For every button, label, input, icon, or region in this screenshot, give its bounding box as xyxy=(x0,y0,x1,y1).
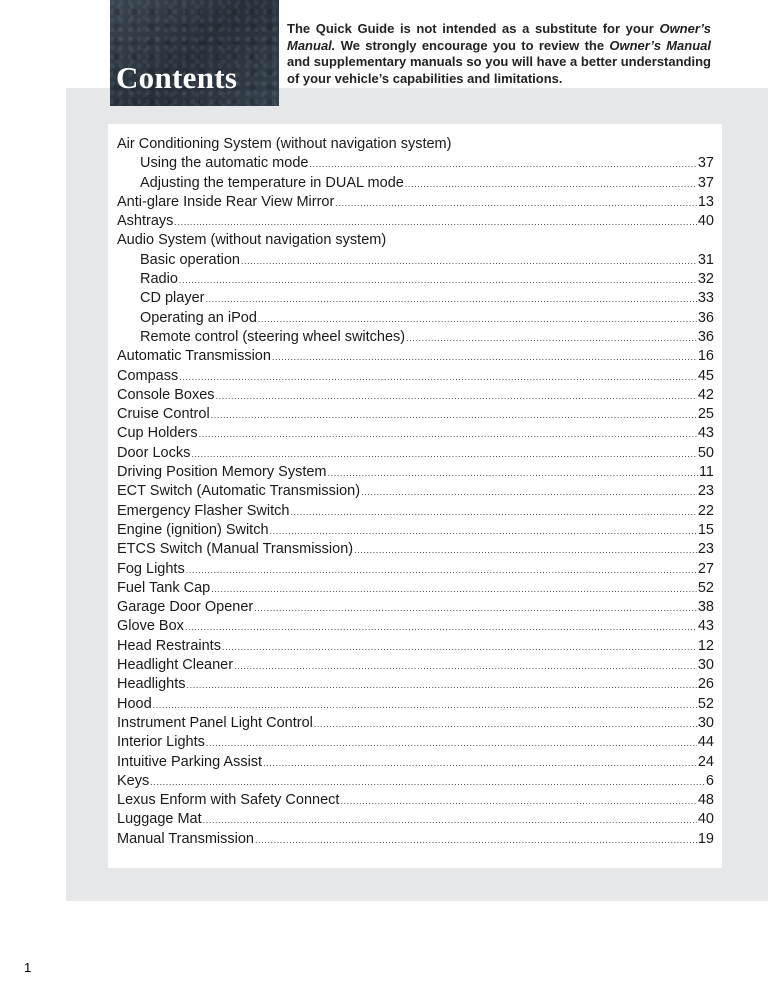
toc-entry xyxy=(117,637,714,656)
toc-entry xyxy=(117,753,714,772)
toc-entry-label: Fuel Tank Cap xyxy=(117,579,211,596)
toc-entry-label: Console Boxes xyxy=(117,386,215,403)
dot-leader xyxy=(179,368,697,387)
dot-leader xyxy=(309,155,696,174)
toc-subentry xyxy=(117,289,714,308)
toc-entry-label: Keys xyxy=(117,772,150,789)
dot-leader xyxy=(211,580,697,599)
toc-entry-label: Using the automatic mode xyxy=(140,155,309,172)
toc-page-number: 23 xyxy=(697,541,714,558)
toc-entry-label: Automatic Transmission xyxy=(117,348,271,365)
toc-page-number: 6 xyxy=(705,772,714,789)
toc-entry xyxy=(117,347,714,366)
toc-entry xyxy=(117,656,714,675)
dot-leader xyxy=(405,175,697,194)
toc-entry-label: Radio xyxy=(140,271,178,288)
dot-leader xyxy=(211,406,697,425)
toc-page-number: 11 xyxy=(698,464,714,481)
dot-leader xyxy=(328,464,698,483)
toc-entry-label: CD player xyxy=(140,290,205,307)
toc-entry-label: Compass xyxy=(117,367,179,384)
dot-leader xyxy=(270,522,697,541)
toc-entry-label: Door Locks xyxy=(117,444,191,461)
toc-entry xyxy=(117,135,714,154)
dot-leader xyxy=(191,445,697,464)
toc-entry xyxy=(117,598,714,617)
intro-text-3: and supplementary manuals so you will have a better understanding of your vehicle’s capabilities and limitations. xyxy=(287,54,711,86)
dot-leader xyxy=(199,425,697,444)
dot-leader xyxy=(153,696,697,715)
toc-page-number: 50 xyxy=(697,444,714,461)
toc-page-number: 36 xyxy=(697,328,714,345)
toc-entry-label: Driving Position Memory System xyxy=(117,464,327,481)
toc-page-number: 40 xyxy=(697,213,714,230)
dot-leader xyxy=(335,194,697,213)
toc-page-number: 37 xyxy=(697,155,714,172)
intro-text-2: We strongly encourage you to review the xyxy=(335,37,610,53)
toc-entry-label: Glove Box xyxy=(117,618,184,635)
toc-entry xyxy=(117,733,714,752)
toc-entry-label: Hood xyxy=(117,695,152,712)
toc-entry xyxy=(117,772,714,791)
page-title: Contents xyxy=(116,60,238,95)
toc-page-number: 30 xyxy=(697,714,714,731)
toc-entry-label: Headlights xyxy=(117,676,186,693)
toc-subentry xyxy=(117,309,714,328)
toc-entry-label: Head Restraints xyxy=(117,637,221,654)
toc-page-number: 42 xyxy=(697,386,714,403)
toc-entry xyxy=(117,521,714,540)
owners-manual-ref-2: Owner’s Manual xyxy=(609,37,712,53)
toc-page-number: 48 xyxy=(697,792,714,809)
toc-page-number: 26 xyxy=(697,676,714,693)
dot-leader xyxy=(361,483,697,502)
toc-entry xyxy=(117,212,714,231)
dot-leader xyxy=(241,252,697,271)
toc-entry-label: Operating an iPod xyxy=(140,309,257,326)
dot-leader xyxy=(187,676,697,695)
owners-manual-ref-1: Owner’s Manual. xyxy=(287,21,711,53)
intro-paragraph xyxy=(287,21,711,87)
toc-entry xyxy=(117,810,714,829)
dot-leader xyxy=(263,754,697,773)
toc-entry-label: Audio System (without navigation system) xyxy=(117,232,387,249)
dot-leader xyxy=(185,618,697,637)
toc-subentry xyxy=(117,174,714,193)
toc-entry xyxy=(117,367,714,386)
dot-leader xyxy=(205,290,696,309)
toc-entry xyxy=(117,463,714,482)
toc-entry xyxy=(117,560,714,579)
toc-entry-label: ETCS Switch (Manual Transmission) xyxy=(117,541,354,558)
dot-leader xyxy=(290,503,696,522)
dot-leader xyxy=(234,657,697,676)
toc-entry-label: Garage Door Opener xyxy=(117,599,254,616)
toc-page-number: 22 xyxy=(697,502,714,519)
toc-entry-label: Headlight Cleaner xyxy=(117,657,234,674)
toc-page-number: 13 xyxy=(697,193,714,210)
dot-leader xyxy=(206,734,697,753)
toc-page-number: 12 xyxy=(697,637,714,654)
toc-entry-label: Remote control (steering wheel switches) xyxy=(140,328,406,345)
toc-entry xyxy=(117,791,714,810)
toc-page-number: 30 xyxy=(697,657,714,674)
toc-entry xyxy=(117,695,714,714)
toc-page-number: 38 xyxy=(697,599,714,616)
dot-leader xyxy=(216,387,697,406)
toc-page-number: 37 xyxy=(697,174,714,191)
page-number: 1 xyxy=(24,960,32,975)
toc-entry-label: Luggage Mat xyxy=(117,811,202,828)
toc-entry-label: Adjusting the temperature in DUAL mode xyxy=(140,174,404,191)
toc-entry xyxy=(117,579,714,598)
toc-entry-label: Cruise Control xyxy=(117,406,210,423)
toc-entry xyxy=(117,386,714,405)
toc-page-number: 31 xyxy=(697,251,714,268)
toc-subentry xyxy=(117,154,714,173)
toc-entry-label: Lexus Enform with Safety Connect xyxy=(117,792,340,809)
intro-text-1: The Quick Guide is not intended as a substitute for your xyxy=(287,21,660,36)
toc-entry xyxy=(117,231,714,250)
toc-entry-label: Air Conditioning System (without navigation system) xyxy=(117,136,452,152)
toc-entry xyxy=(117,714,714,733)
toc-page-number: 52 xyxy=(697,579,714,596)
toc-entry xyxy=(117,830,714,849)
toc-entry-label: Interior Lights xyxy=(117,734,205,751)
toc-entry-label: Intuitive Parking Assist xyxy=(117,753,263,770)
toc-entry-label: Engine (ignition) Switch xyxy=(117,521,269,538)
toc-entry xyxy=(117,405,714,424)
dot-leader xyxy=(406,329,697,348)
toc-entry xyxy=(117,482,714,501)
toc-page-number: 45 xyxy=(697,367,714,384)
toc-subentry xyxy=(117,270,714,289)
toc-entry xyxy=(117,502,714,521)
dot-leader xyxy=(186,561,697,580)
toc-entry xyxy=(117,617,714,636)
toc-page-number: 25 xyxy=(697,406,714,423)
toc-page-number: 19 xyxy=(697,830,714,847)
toc-entry-label: Anti-glare Inside Rear View Mirror xyxy=(117,193,335,210)
dot-leader xyxy=(150,773,705,792)
toc-page-number: 16 xyxy=(697,348,714,365)
toc-page-number: 36 xyxy=(697,309,714,326)
dot-leader xyxy=(314,715,697,734)
dot-leader xyxy=(258,310,697,329)
dot-leader xyxy=(179,271,697,290)
toc-entry-label: Basic operation xyxy=(140,251,240,268)
toc-entry-label: Instrument Panel Light Control xyxy=(117,714,313,731)
toc-entry xyxy=(117,424,714,443)
toc-entry-label: Emergency Flasher Switch xyxy=(117,502,290,519)
dot-leader xyxy=(272,348,697,367)
toc-entry xyxy=(117,540,714,559)
toc-page-number: 27 xyxy=(697,560,714,577)
toc-entry-label: Fog Lights xyxy=(117,560,185,577)
dot-leader xyxy=(340,792,696,811)
toc-subentry xyxy=(117,251,714,270)
toc-page-number: 15 xyxy=(697,521,714,538)
dot-leader xyxy=(174,213,696,232)
dot-leader xyxy=(222,638,697,657)
dot-leader xyxy=(203,811,697,830)
toc-entry-label: Cup Holders xyxy=(117,425,198,442)
dot-leader xyxy=(254,599,697,618)
dot-leader xyxy=(354,541,697,560)
toc-subentry xyxy=(117,328,714,347)
toc-page-number: 23 xyxy=(697,483,714,500)
table-of-contents xyxy=(117,135,714,849)
toc-page-number: 44 xyxy=(697,734,714,751)
toc-page-number: 52 xyxy=(697,695,714,712)
toc-entry xyxy=(117,675,714,694)
toc-entry-label: ECT Switch (Automatic Transmission) xyxy=(117,483,361,500)
toc-page-number: 43 xyxy=(697,425,714,442)
toc-page-number: 24 xyxy=(697,753,714,770)
toc-page-number: 40 xyxy=(697,811,714,828)
toc-entry xyxy=(117,193,714,212)
toc-entry-label: Manual Transmission xyxy=(117,830,254,847)
toc-entry-label: Ashtrays xyxy=(117,213,174,230)
dot-leader xyxy=(255,831,697,850)
toc-page-number: 43 xyxy=(697,618,714,635)
toc-page-number: 33 xyxy=(697,290,714,307)
toc-entry xyxy=(117,444,714,463)
toc-page-number: 32 xyxy=(697,271,714,288)
